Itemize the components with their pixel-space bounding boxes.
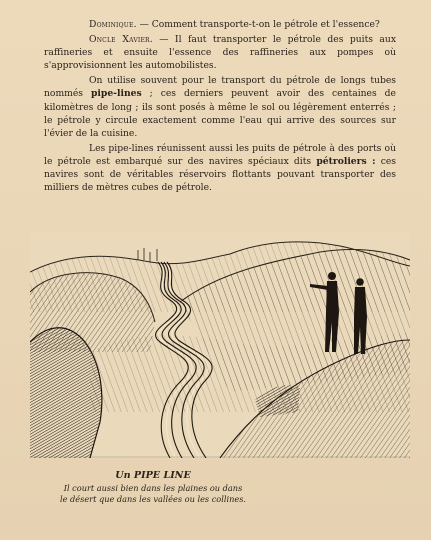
dialogue-text: — Il faut transporter le pétrole des puits aux raffineries et ensuite l'essence des raffineries aux pompes où s'approvisionnent les automobilistes. bbox=[44, 34, 396, 72]
paragraph-text: On utilise souvent pour le transport du pétrole de longs tubes nommés bbox=[44, 75, 396, 100]
caption-line-2: le désert que dans les vallées ou les collines. bbox=[59, 494, 247, 504]
paragraph-text: ces navires sont de véritables réservoirs flottants pouvant transporter des milliers de mètres cubes de pétrole. bbox=[44, 155, 396, 194]
dialogue-text: — Comment transporte-t-on le pétrole et l'essence? bbox=[136, 19, 380, 30]
term-petroliers: pétroliers : bbox=[316, 155, 376, 167]
paragraph-petroliers bbox=[44, 142, 396, 194]
pipeline-illustration bbox=[30, 232, 410, 458]
caption-title: Un PIPE LINE bbox=[115, 470, 191, 481]
paragraph-text: ; ces derniers peuvent avoir des centaines de kilomètres de long ; ils sont posés à même le sol ou légèrement enterrés ; le pétrole y circule exactement comme l'eau qui arrive des sources sur l'évier de la cuisine. bbox=[44, 88, 396, 139]
dialogue-oncle-xavier bbox=[44, 33, 396, 72]
body-text bbox=[44, 18, 396, 196]
caption-line-1: Il court aussi bien dans les plaines ou dans bbox=[63, 482, 243, 493]
paragraph-text: Les pipe-lines réunissent aussi les puits de pétrole à des ports où le pétrole est embarqué sur des navires spéciaux dits bbox=[44, 142, 396, 167]
speaker-dominique: Dominique. bbox=[89, 19, 137, 30]
speaker-oncle-xavier: Oncle Xavier. bbox=[89, 34, 153, 46]
dialogue-dominique bbox=[44, 18, 396, 31]
figure-caption bbox=[48, 470, 258, 506]
paragraph-pipe-lines bbox=[44, 74, 396, 139]
term-pipe-lines: pipe-lines bbox=[91, 88, 142, 100]
